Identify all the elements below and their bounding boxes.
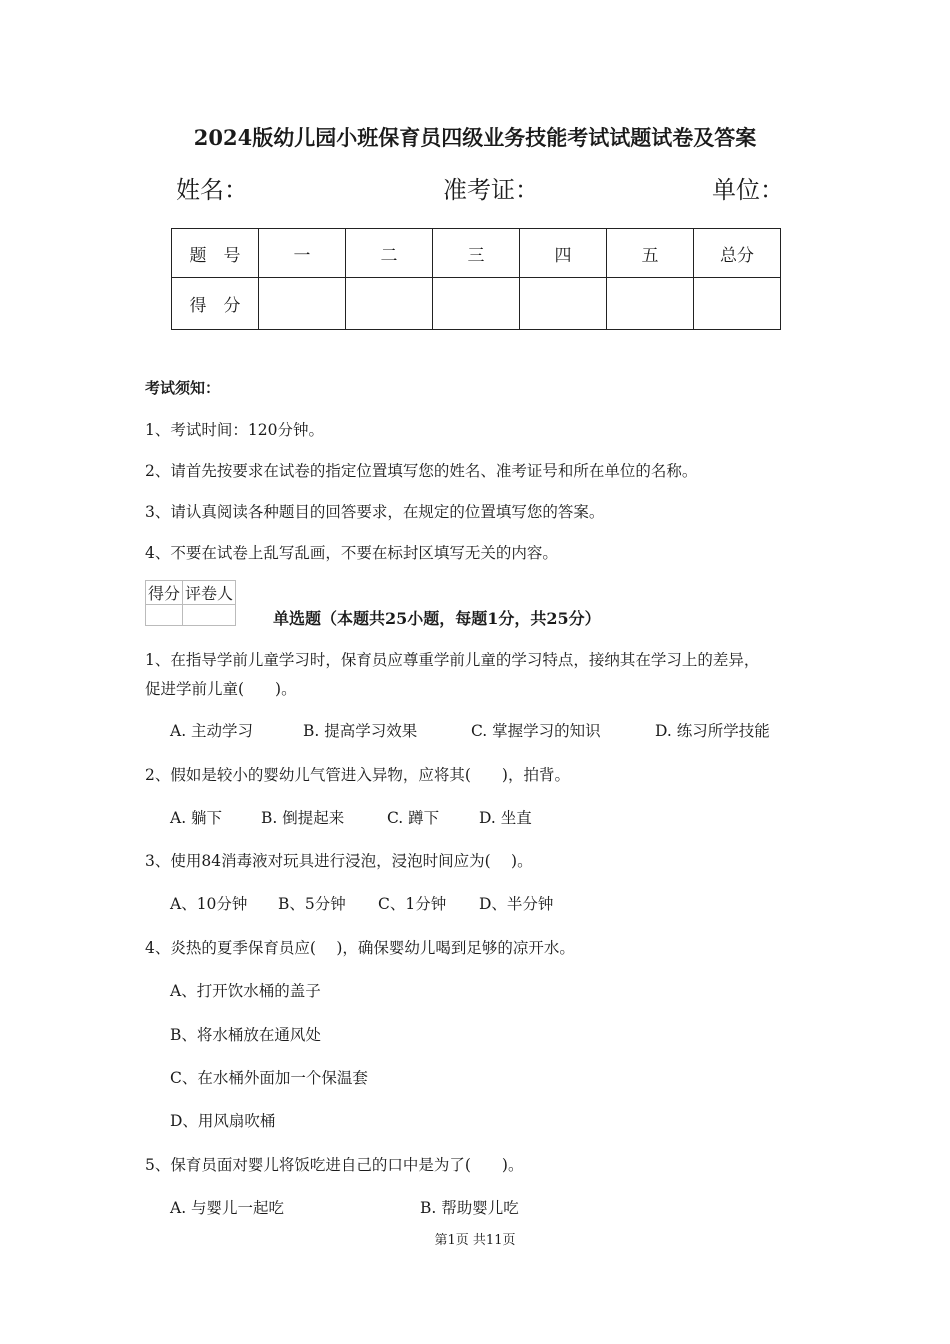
q3-option-d[interactable]: D、半分钟 xyxy=(479,895,554,913)
score-cell[interactable] xyxy=(607,278,694,330)
score-cell[interactable] xyxy=(520,278,607,330)
q3-option-b[interactable]: B、5分钟 xyxy=(278,895,346,913)
score-cell[interactable] xyxy=(694,278,781,330)
score-table-header-4: 四 xyxy=(520,229,607,278)
grader-name-cell[interactable] xyxy=(183,605,236,626)
notice-item: 3、请认真阅读各种题目的回答要求，在规定的位置填写您的答案。 xyxy=(145,503,605,521)
notice-heading: 考试须知： xyxy=(145,379,221,397)
grader-score-label: 得分 xyxy=(146,581,183,605)
q5-option-b[interactable]: B. 帮助婴儿吃 xyxy=(420,1199,519,1217)
page-footer: 第1页 共11页 xyxy=(434,1233,516,1248)
q1-option-c[interactable]: C. 掌握学习的知识 xyxy=(471,722,601,740)
exam-number-label: 准考证： xyxy=(443,176,539,204)
q4-option-b[interactable]: B、将水桶放在通风处 xyxy=(170,1026,321,1044)
score-table xyxy=(171,228,781,330)
q4-option-c[interactable]: C、在水桶外面加一个保温套 xyxy=(170,1069,368,1087)
score-cell[interactable] xyxy=(433,278,520,330)
name-label: 姓名： xyxy=(176,176,248,204)
unit-label: 单位： xyxy=(712,176,784,204)
q2-option-d[interactable]: D. 坐直 xyxy=(479,809,532,827)
grader-score-cell[interactable] xyxy=(146,605,183,626)
q1-option-d[interactable]: D. 练习所学技能 xyxy=(655,722,770,740)
q3-option-a[interactable]: A、10分钟 xyxy=(170,895,248,913)
score-table-header-2: 二 xyxy=(346,229,433,278)
q2-option-b[interactable]: B. 倒提起来 xyxy=(261,809,345,827)
grader-name-label: 评卷人 xyxy=(183,581,236,605)
score-table-header-1: 一 xyxy=(259,229,346,278)
section-title: 单选题（本题共25小题，每题1分，共25分） xyxy=(273,609,601,628)
q4-option-a[interactable]: A、打开饮水桶的盖子 xyxy=(170,982,321,1000)
score-table-header-5: 五 xyxy=(607,229,694,278)
notice-item: 2、请首先按要求在试卷的指定位置填写您的姓名、准考证号和所在单位的名称。 xyxy=(145,462,698,480)
q2-option-a[interactable]: A. 躺下 xyxy=(170,809,223,827)
q3-option-c[interactable]: C、1分钟 xyxy=(378,895,447,913)
question-5: 5、保育员面对婴儿将饭吃进自己的口中是为了( )。 xyxy=(145,1156,524,1174)
grader-box xyxy=(145,580,236,626)
score-row-label: 得 分 xyxy=(172,278,259,330)
notice-item: 1、考试时间：120分钟。 xyxy=(145,421,324,439)
notice-item: 4、不要在试卷上乱写乱画，不要在标封区填写无关的内容。 xyxy=(145,544,558,562)
question-3: 3、使用84消毒液对玩具进行浸泡，浸泡时间应为( )。 xyxy=(145,852,533,870)
score-table-header-label: 题 号 xyxy=(172,229,259,278)
q1-option-b[interactable]: B. 提高学习效果 xyxy=(303,722,418,740)
q1-option-a[interactable]: A. 主动学习 xyxy=(170,722,254,740)
score-cell[interactable] xyxy=(346,278,433,330)
score-table-header-total: 总分 xyxy=(694,229,781,278)
q5-option-a[interactable]: A. 与婴儿一起吃 xyxy=(170,1199,285,1217)
question-1-line-2: 促进学前儿童( )。 xyxy=(145,680,297,698)
question-4: 4、炎热的夏季保育员应( )，确保婴幼儿喝到足够的凉开水。 xyxy=(145,939,575,957)
q2-option-c[interactable]: C. 蹲下 xyxy=(387,809,440,827)
score-table-header-3: 三 xyxy=(433,229,520,278)
question-1-line-1: 1、在指导学前儿童学习时，保育员应尊重学前儿童的学习特点，接纳其在学习上的差异， xyxy=(145,651,760,669)
score-cell[interactable] xyxy=(259,278,346,330)
q4-option-d[interactable]: D、用风扇吹桶 xyxy=(170,1112,276,1130)
question-2: 2、假如是较小的婴幼儿气管进入异物，应将其( )，拍背。 xyxy=(145,766,570,784)
document-title: 2024版幼儿园小班保育员四级业务技能考试试题试卷及答案 xyxy=(193,125,757,150)
